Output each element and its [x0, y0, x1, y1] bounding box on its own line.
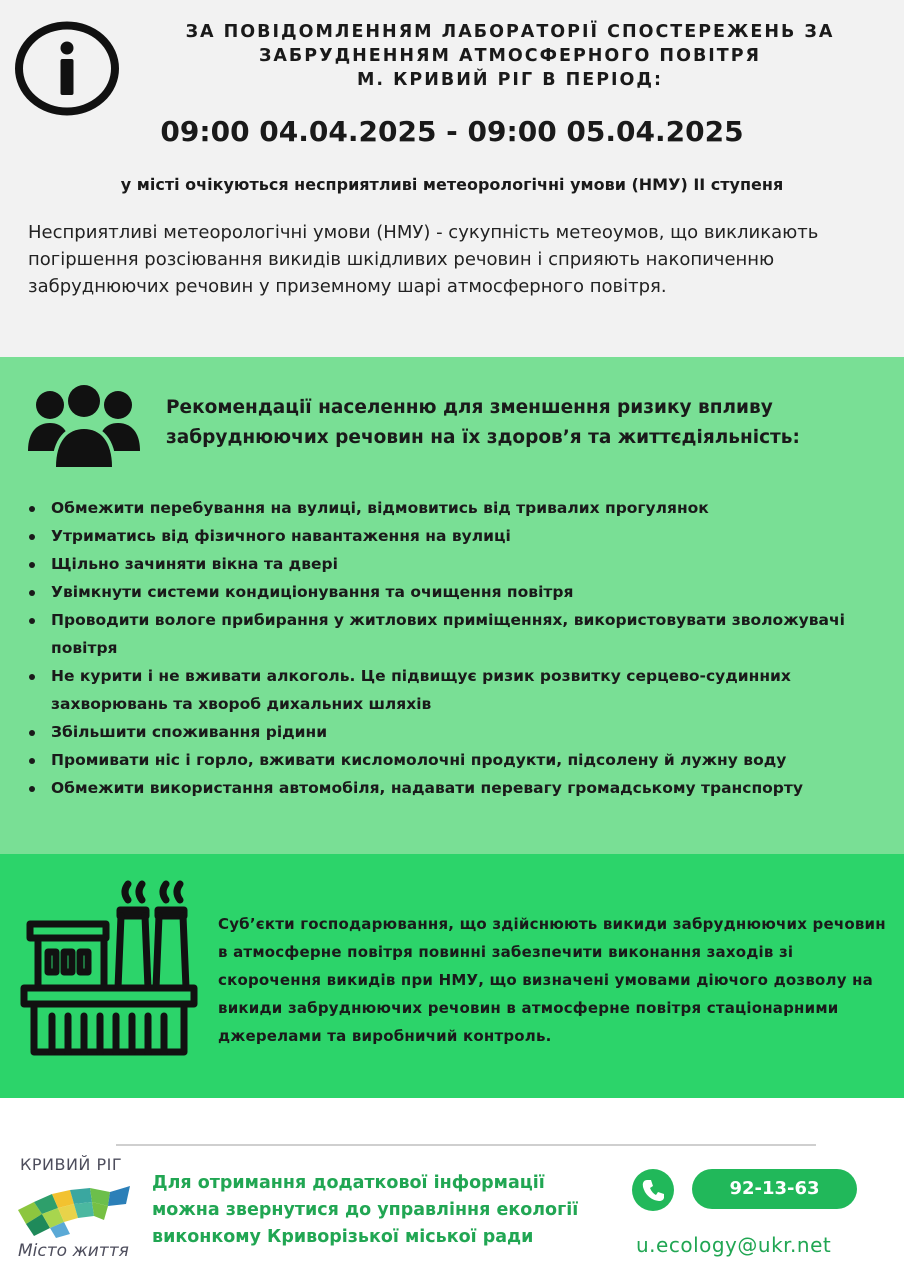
- recommendations-title: Рекомендації населенню для зменшення ризику впливу забруднюючих речовин на їх здоров’я та життєдіяльність:: [166, 397, 800, 448]
- enterprise-obligations-text: Суб’єкти господарювання, що здійснюють викиди забруднюючих речовин в атмосферне повітря повинні забезпечити виконання заходів зі скорочення викидів при НМУ, що визначені умовами діючого дозволу на викиди забруднюючих речовин в атмосферне повітря стаціонарними джерелами та виробничий контроль.: [218, 915, 886, 1045]
- logo-name: КРИВИЙ РІГ: [20, 1155, 123, 1174]
- header-section: [0, 0, 904, 357]
- list-item: Увімкнути системи кондиціонування та очищення повітря: [26, 578, 886, 606]
- footer-divider: [116, 1144, 816, 1146]
- recommendations-section: [0, 357, 904, 854]
- list-item: Не курити і не вживати алкоголь. Це підвищує ризик розвитку серцево-судинних захворювань та хвороб дихальних шляхів: [26, 662, 886, 718]
- logo-slogan: Місто життя: [18, 1241, 129, 1261]
- list-item: Промивати ніс і горло, вживати кисломолочні продукти, підсолену й лужну воду: [26, 746, 886, 774]
- header-title-line-3: М. КРИВИЙ РІГ В ПЕРІОД:: [356, 70, 664, 90]
- footer-section: [0, 1098, 904, 1280]
- list-item: Щільно зачиняти вікна та двері: [26, 550, 886, 578]
- recommendations-list: [26, 494, 886, 802]
- info-icon: [14, 21, 120, 116]
- header-title: [150, 20, 870, 92]
- list-item: Обмежити використання автомобіля, надавати перевагу громадському транспорту: [26, 774, 886, 802]
- header-title-line-2: ЗАБРУДНЕННЯМ АТМОСФЕРНОГО ПОВІТРЯ: [258, 46, 762, 66]
- list-item: Утриматись від фізичного навантаження на вулиці: [26, 522, 886, 550]
- phone-number[interactable]: 92-13-63: [692, 1169, 857, 1209]
- enterprise-section: [0, 854, 904, 1098]
- list-item: Обмежити перебування на вулиці, відмовитись від тривалих прогулянок: [26, 494, 886, 522]
- city-logo: [12, 1154, 137, 1266]
- factory-icon: [20, 880, 198, 1058]
- nmu-description: Несприятливі метеорологічні умови (НМУ) - сукупність метеоумов, що викликають погіршення розсіювання викидів шкідливих речовин і сприяють накопиченню забруднюючих речовин у приземному шарі атмосферного повітря.: [28, 222, 819, 297]
- period-heading: 09:00 04.04.2025 - 09:00 05.04.2025: [160, 115, 744, 148]
- people-group-icon: [26, 379, 142, 467]
- list-item: Збільшити споживання рідини: [26, 718, 886, 746]
- logo-mosaic-icon: [12, 1180, 137, 1240]
- email-link[interactable]: u.ecology@ukr.net: [636, 1233, 832, 1257]
- header-title-line-1: ЗА ПОВІДОМЛЕННЯМ ЛАБОРАТОРІЇ СПОСТЕРЕЖЕНЬ ЗА: [185, 22, 835, 42]
- list-item: Проводити вологе прибирання у житлових приміщеннях, використовувати зволожувачі повітря: [26, 606, 886, 662]
- phone-icon[interactable]: [632, 1169, 674, 1211]
- contact-info-text: Для отримання додаткової інформації можна звернутися до управління екології виконкому Криворізької міської ради: [152, 1173, 579, 1247]
- alert-subheading: у місті очікуються несприятливі метеорологічні умови (НМУ) ІІ ступеня: [120, 175, 784, 194]
